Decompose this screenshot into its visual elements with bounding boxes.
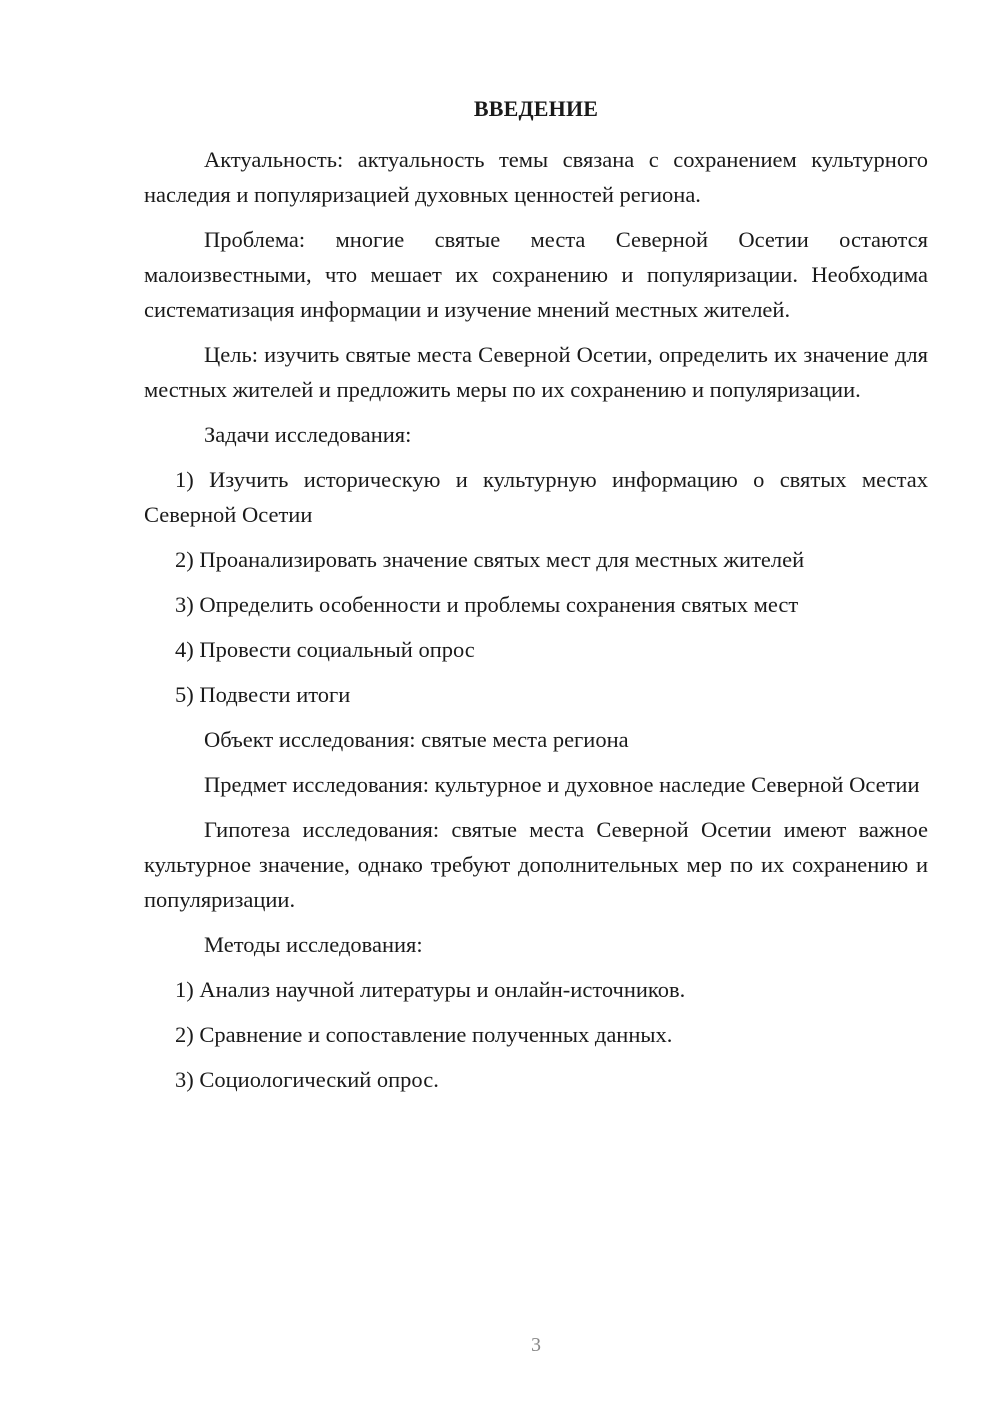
subject-paragraph: Предмет исследования: культурное и духовное наследие Северной Осетии (204, 772, 920, 797)
method-item: 1) Анализ научной литературы и онлайн-источников. (175, 977, 686, 1002)
task-item: 4) Провести социальный опрос (175, 637, 475, 662)
section-body (144, 142, 928, 1107)
methods-heading: Методы исследования: (204, 932, 423, 957)
goal-paragraph: Цель: изучить святые места Северной Осетии, определить их значение для местных жителей и предложить меры по их сохранению и популяризации. (144, 342, 928, 402)
section-title: ВВЕДЕНИЕ (473, 96, 599, 121)
task-item: 3) Определить особенности и проблемы сохранения святых мест (175, 592, 799, 617)
tasks-heading: Задачи исследования: (204, 422, 412, 447)
hypothesis-paragraph: Гипотеза исследования: святые места Северной Осетии имеют важное культурное значение, однако требуют дополнительных мер по их сохранению и популяризации. (144, 817, 928, 912)
task-item: 1) Изучить историческую и культурную информацию о святых местах Северной Осетии (144, 467, 928, 527)
problem-paragraph: Проблема: многие святые места Северной Осетии остаются малоизвестными, что мешает их сохранению и популяризации. Необходима систематизация информации и изучение мнений местных жителей. (144, 227, 928, 322)
page-number: 3 (531, 1334, 541, 1356)
method-item: 2) Сравнение и сопоставление полученных данных. (175, 1022, 673, 1047)
task-item: 5) Подвести итоги (175, 682, 351, 707)
relevance-paragraph: Актуальность: актуальность темы связана с сохранением культурного наследия и популяризацией духовных ценностей региона. (144, 147, 928, 207)
method-item: 3) Социологический опрос. (175, 1067, 439, 1092)
task-item: 2) Проанализировать значение святых мест для местных жителей (175, 547, 805, 572)
object-paragraph: Объект исследования: святые места региона (204, 727, 629, 752)
